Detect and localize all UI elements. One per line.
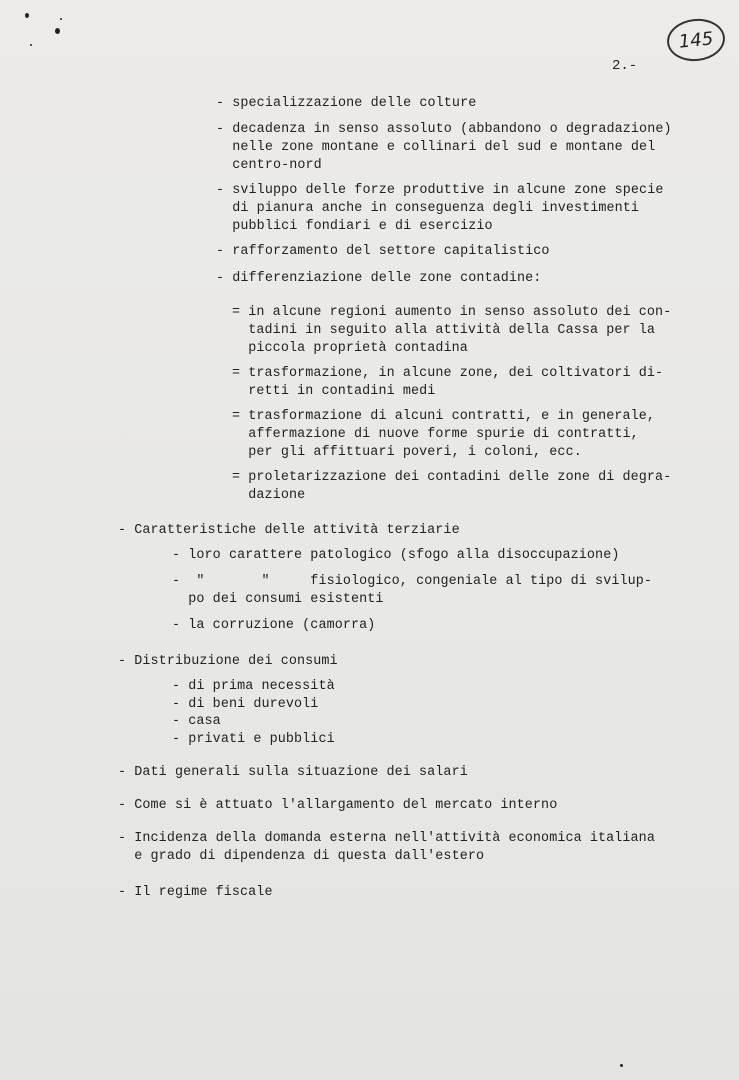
text-line: centro-nord bbox=[216, 158, 322, 173]
section-heading: - Distribuzione dei consumi bbox=[118, 654, 338, 669]
text-line: po dei consumi esistenti bbox=[172, 592, 384, 607]
text-line: = trasformazione di alcuni contratti, e in generale, bbox=[232, 409, 656, 424]
section-heading: - Caratteristiche delle attività terziarie bbox=[118, 523, 460, 538]
text-line: nelle zone montane e collinari del sud e montane del bbox=[216, 140, 656, 155]
text-line: = trasformazione, in alcune zone, dei coltivatori di- bbox=[232, 366, 664, 381]
text-line: e grado di dipendenza di questa dall'estero bbox=[118, 849, 485, 864]
ink-speck bbox=[25, 13, 29, 18]
text-line: - " " fisiologico, congeniale al tipo di svilup- bbox=[172, 574, 653, 589]
text-line: pubblici fondiari e di esercizio bbox=[216, 219, 493, 234]
text-line: dazione bbox=[232, 488, 306, 503]
text-line: tadini in seguito alla attività della Cassa per la bbox=[232, 323, 656, 338]
text-line: - casa bbox=[172, 714, 221, 729]
section-heading: - Incidenza della domanda esterna nell'attività economica italiana bbox=[118, 831, 655, 846]
section-heading: - Dati generali sulla situazione dei salari bbox=[118, 765, 468, 780]
text-line: - di prima necessità bbox=[172, 679, 335, 694]
text-line: - privati e pubblici bbox=[172, 732, 335, 747]
page-stamp: 145 bbox=[665, 16, 727, 64]
text-line: piccola proprietà contadina bbox=[232, 341, 468, 356]
text-line: per gli affittuari poveri, i coloni, ecc. bbox=[232, 445, 582, 460]
page-number: 2.- bbox=[612, 58, 638, 74]
ink-speck bbox=[620, 1064, 623, 1067]
text-line: - differenziazione delle zone contadine: bbox=[216, 271, 542, 286]
text-line: retti in contadini medi bbox=[232, 384, 436, 399]
ink-speck bbox=[55, 28, 60, 34]
text-line: = proletarizzazione dei contadini delle zone di degra- bbox=[232, 470, 672, 485]
text-line: di pianura anche in conseguenza degli investimenti bbox=[216, 201, 640, 216]
text-line: - loro carattere patologico (sfogo alla disoccupazione) bbox=[172, 548, 620, 563]
text-line: - specializzazione delle colture bbox=[216, 96, 477, 111]
ink-speck bbox=[60, 18, 62, 20]
text-line: - di beni durevoli bbox=[172, 697, 319, 712]
text-line: affermazione di nuove forme spurie di contratti, bbox=[232, 427, 639, 442]
ink-speck bbox=[30, 44, 32, 46]
section-heading: - Come si è attuato l'allargamento del mercato interno bbox=[118, 798, 558, 813]
section-heading: - Il regime fiscale bbox=[118, 885, 273, 900]
text-line: - decadenza in senso assoluto (abbandono o degradazione) bbox=[216, 122, 672, 137]
text-line: - la corruzione (camorra) bbox=[172, 618, 376, 633]
text-line: - rafforzamento del settore capitalistico bbox=[216, 244, 550, 259]
text-line: - sviluppo delle forze produttive in alcune zone specie bbox=[216, 183, 664, 198]
text-line: = in alcune regioni aumento in senso assoluto dei con- bbox=[232, 305, 672, 320]
